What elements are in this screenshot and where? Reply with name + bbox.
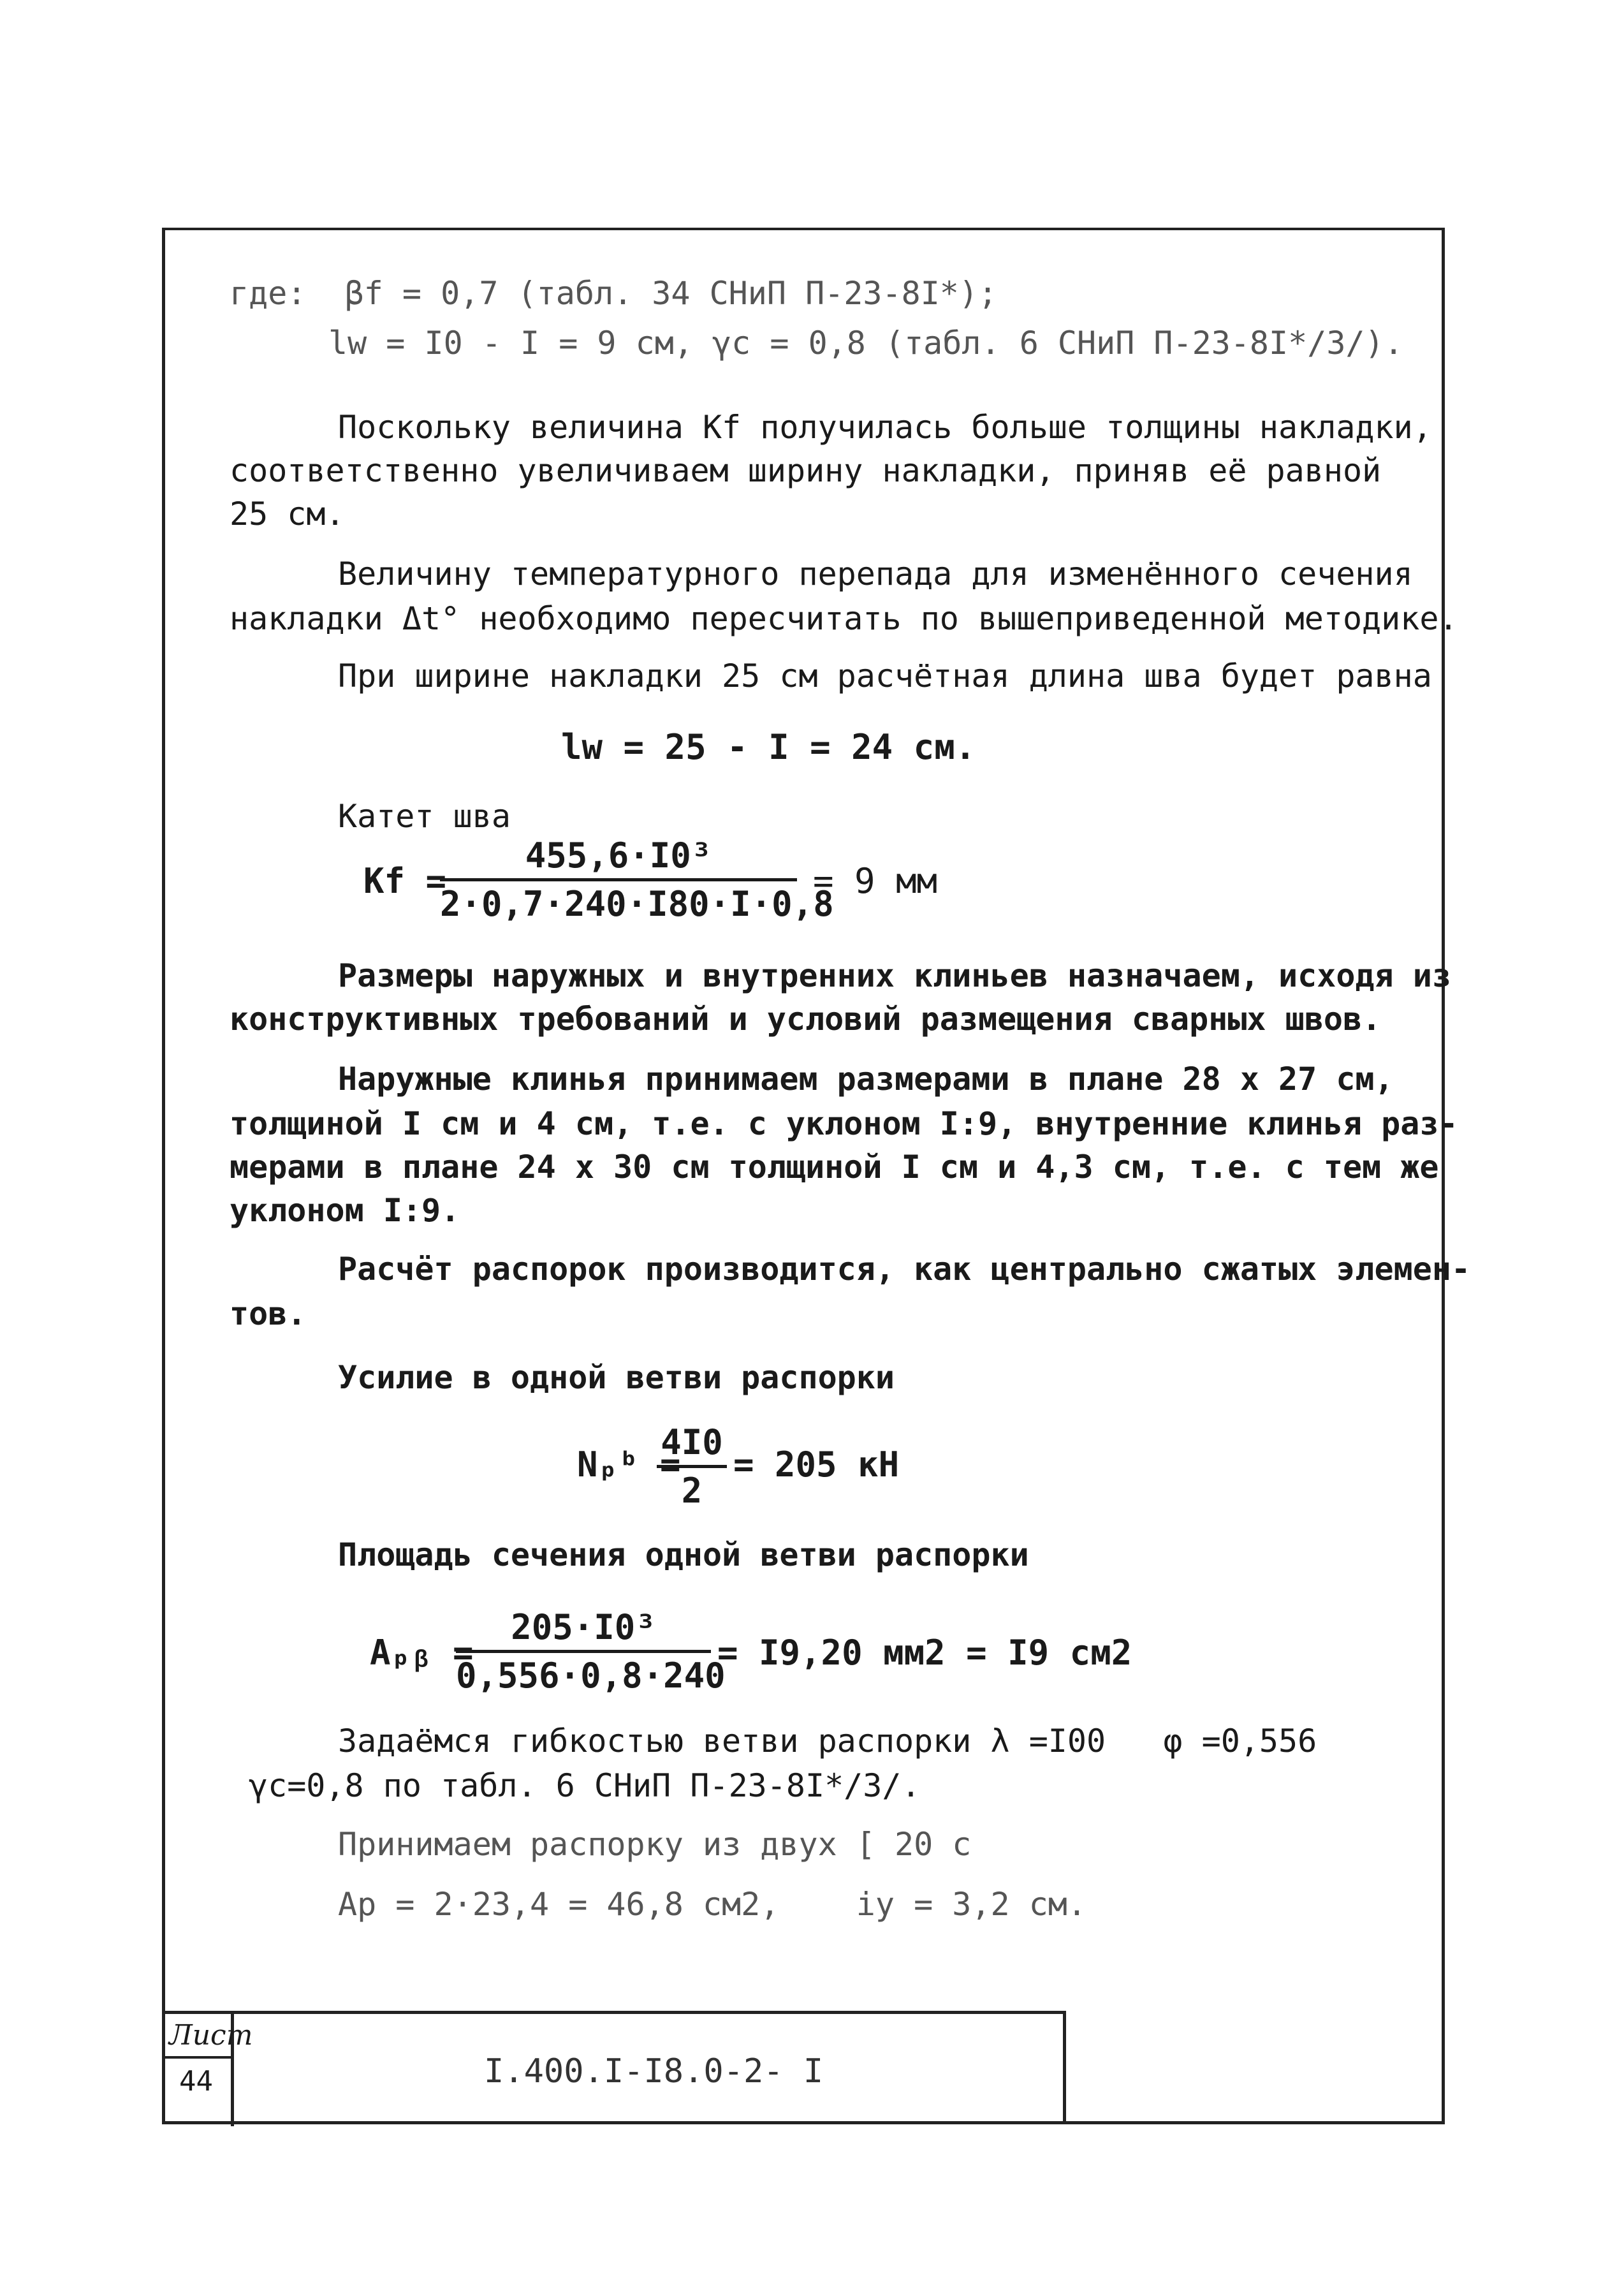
paragraph-line: тов. [230,1295,307,1332]
line-lw: lw = I0 - I = 9 см, γc = 0,8 (табл. 6 СНиП П-23-8I*/3/). [328,325,1403,362]
paragraph-line: Размеры наружных и внутренних клиньев назначаем, исходя из [338,957,1451,994]
sheet-number: 44 [179,2065,213,2098]
paragraph-line: конструктивных требований и условий размещения сварных швов. [230,1001,1382,1038]
sheet-label: Лист [169,2019,253,2052]
paragraph-line: Наружные клинья принимаем размерами в плане 28 x 27 см, [338,1061,1394,1098]
formula-lw: lw = 25 - I = 24 см. [561,727,976,767]
paragraph-line: Ap = 2·23,4 = 46,8 см2, iy = 3,2 см. [338,1886,1086,1923]
paragraph-line: уклоном I:9. [230,1192,460,1229]
formula-kf-fraction [440,835,834,924]
formula-ap-numerator: 205·I0³ [456,1607,711,1653]
paragraph-line: Площадь сечения одной ветви распорки [338,1536,1029,1573]
paragraph-line: Величину температурного перепада для изменённого сечения [338,555,1413,592]
formula-kf-lhs: Kf = [363,861,447,901]
line-where: где: βf = 0,7 (табл. 34 СНиП П-23-8I*); [230,275,998,312]
formula-np-rhs: = 205 кН [733,1444,900,1485]
paragraph-line: толщиной I см и 4 см, т.е. с уклоном I:9, внутренние клинья раз- [230,1105,1458,1142]
formula-ap-denominator: 0,556·0,8·240 [456,1656,726,1696]
formula-np-denominator: 2 [681,1471,703,1511]
paragraph-line: Задаёмся гибкостью ветви распорки λ =I00 φ =0,556 [338,1723,1317,1760]
sheet-cell [165,2014,253,2126]
paragraph-line: Усилие в одной ветви распорки [338,1359,895,1396]
formula-np-lhs: Nₚᵇ = [577,1444,681,1485]
paragraph-line: При ширине накладки 25 см расчётная длина шва будет равна [338,658,1432,695]
formula-kf-denominator: 2·0,7·240·I80·I·0,8 [440,884,834,924]
formula-kf-numerator: 455,6·I0³ [440,835,797,881]
paragraph-line: накладки Δt° необходимо пересчитать по вышеприведенной методике. [230,600,1458,637]
formula-ap-lhs: Aₚᵦ = [370,1633,474,1673]
paragraph-line: Поскольку величина Kf получилась больше толщины накладки, [338,409,1432,446]
formula-np-fraction [657,1422,727,1511]
paragraph-line: Расчёт распорок производится, как центрально сжатых элемен- [338,1251,1471,1288]
paragraph-line: Принимаем распорку из двух [ 20 с [338,1826,972,1863]
formula-ap-rhs: = I9,20 мм2 = I9 см2 [717,1633,1132,1673]
paragraph-line: γc=0,8 по табл. 6 СНиП П-23-8I*/3/. [249,1767,921,1804]
formula-ap-fraction [456,1607,726,1696]
paragraph-line: 25 см. [230,496,345,533]
title-block [162,2011,1066,2123]
document-code: I.400.I-I8.0-2- I [484,2052,824,2091]
formula-kf-rhs: = 9 мм [813,861,938,901]
paragraph-line: мерами в плане 24 x 30 см толщиной I см и 4,3 см, т.е. с тем же [230,1149,1439,1186]
paragraph-line: Катет шва [338,798,511,835]
paragraph-line: соответственно увеличиваем ширину накладки, приняв её равной [230,452,1382,489]
sheet-cell-rule [165,2056,231,2059]
formula-np-numerator: 4I0 [657,1422,727,1468]
